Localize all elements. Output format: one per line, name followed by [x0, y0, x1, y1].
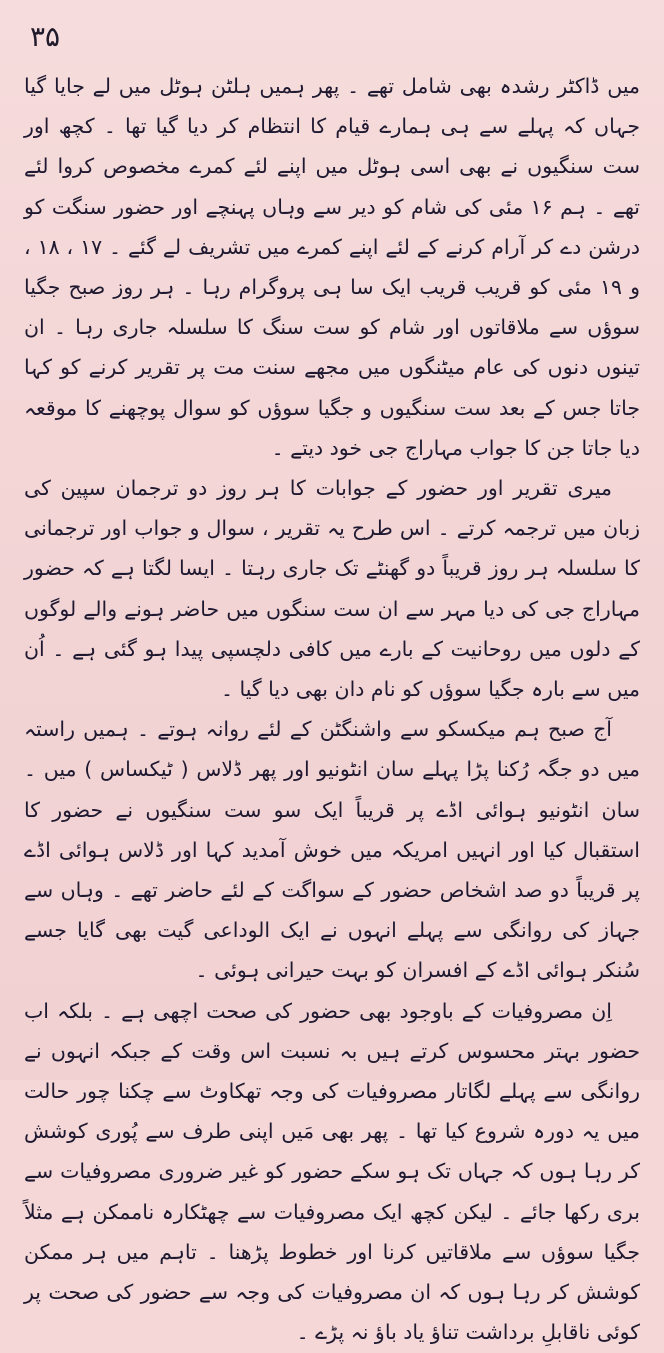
paragraph-4: اِن مصروفیات کے باوجود بھی حضور کی صحت اچھی ہے ۔ بلکہ اب حضور بہتر محسوس کرتے ہیں بہ نسبت اس وقت کے جبکہ انہوں نے روانگی سے پہلے لگاتار مصروفیات کی وجہ تھکاوٹ سے چکنا چور حالت میں یہ دورہ شروع کیا تھا ۔ پھر بھی مَیں اپنی طرف سے پُوری کوشش کر رہا ہوں کہ جہاں تک ہو سکے حضور کو غیر ضروری مصروفیات سے بری رکھا جائے ۔ لیکن کچھ ایک مصروفیات سے چھٹکارہ ناممکن ہے مثلاً جگیا سوؤں سے ملاقاتیں کرنا اور خطوط پڑھنا ۔ تاہم میں ہر ممکن کوشش کر رہا ہوں کہ ان مصروفیات کی وجہ سے حضور کی صحت پر کوئی ناقابلِ برداشت تناؤ یاد باؤ نہ پڑے ۔: [24, 998, 640, 1345]
paragraph-3: آج صبح ہم میکسکو سے واشنگٹن کے لئے روانہ ہوتے ۔ ہمیں راستہ میں دو جگہ رُکنا پڑا پہلے سان انٹونیو اور پھر ڈلاس ( ٹیکساس ) میں ۔ سان انٹونیو ہوائی اڈے پر قریباً ایک سو ست سنگیوں نے حضور کا استقبال کیا اور انہیں امریکہ میں خوش آمدید کہا اور ڈلاس ہوائی اڈے پر قریباً دو صد اشخاص حضور کے سواگت کے لئے حاضر تھے ۔ وہاں سے جہاز کی روانگی سے پہلے انہوں نے ایک الوداعی گیت بھی گایا جسے سُنکر ہوائی اڈے کے افسران کو بہت حیرانی ہوئی ۔: [24, 717, 640, 983]
page-number: ۳۵: [30, 20, 61, 53]
body-text: [24, 66, 641, 1345]
paragraph-2: میری تقریر اور حضور کے جوابات کا ہر روز دو ترجمان سپین کی زبان میں ترجمہ کرتے ۔ اس طرح یہ تقریر ، سوال و جواب اور ترجمانی کا سلسلہ ہر روز قریباً دو گھنٹے تک جاری رہتا ۔ ایسا لگتا ہے کہ حضور مہاراج جی کی دیا مہر سے ان ست سنگوں میں حاضر ہونے والے لوگوں کے دلوں میں روحانیت کے بارے میں کافی دلچسپی پیدا ہو گئی ہے ۔ اُن میں سے بارہ جگیا سوؤں کو نام دان بھی دیا گیا ۔: [24, 476, 640, 702]
paragraph-1: میں ڈاکٹر رشدہ بھی شامل تھے ۔ پھر ہمیں ہلٹن ہوٹل میں لے جایا گیا جہاں کہ پہلے سے ہی ہمارے قیام کا انتظام کر دیا گیا تھا ۔ کچھ اور ست سنگیوں نے بھی اسی ہوٹل میں اپنے لئے کمرے مخصوص کروا لئے تھے ۔ ہم ۱۶ مئی کی شام کو دیر سے وہاں پہنچے اور حضور سنگت کو درشن دے کر آرام کرنے کے لئے اپنے کمرے میں تشریف لے گئے ۔ ۱۷ ، ۱۸ ، و ۱۹ مئی کو قریب قریب ایک سا ہی پروگرام رہا ۔ ہر روز صبح جگیا سوؤں سے ملاقاتوں اور شام کو ست سنگ کا سلسلہ جاری رہا ۔ ان تینوں دنوں کی عام میٹنگوں میں مجھے سنت مت پر تقریر کرنے کو کہا جاتا جس کے بعد ست سنگیوں و جگیا سوؤں کو سوال پوچھنے کا موقعہ دیا جاتا جن کا جواب مہاراج جی خود دیتے ۔: [24, 74, 641, 460]
